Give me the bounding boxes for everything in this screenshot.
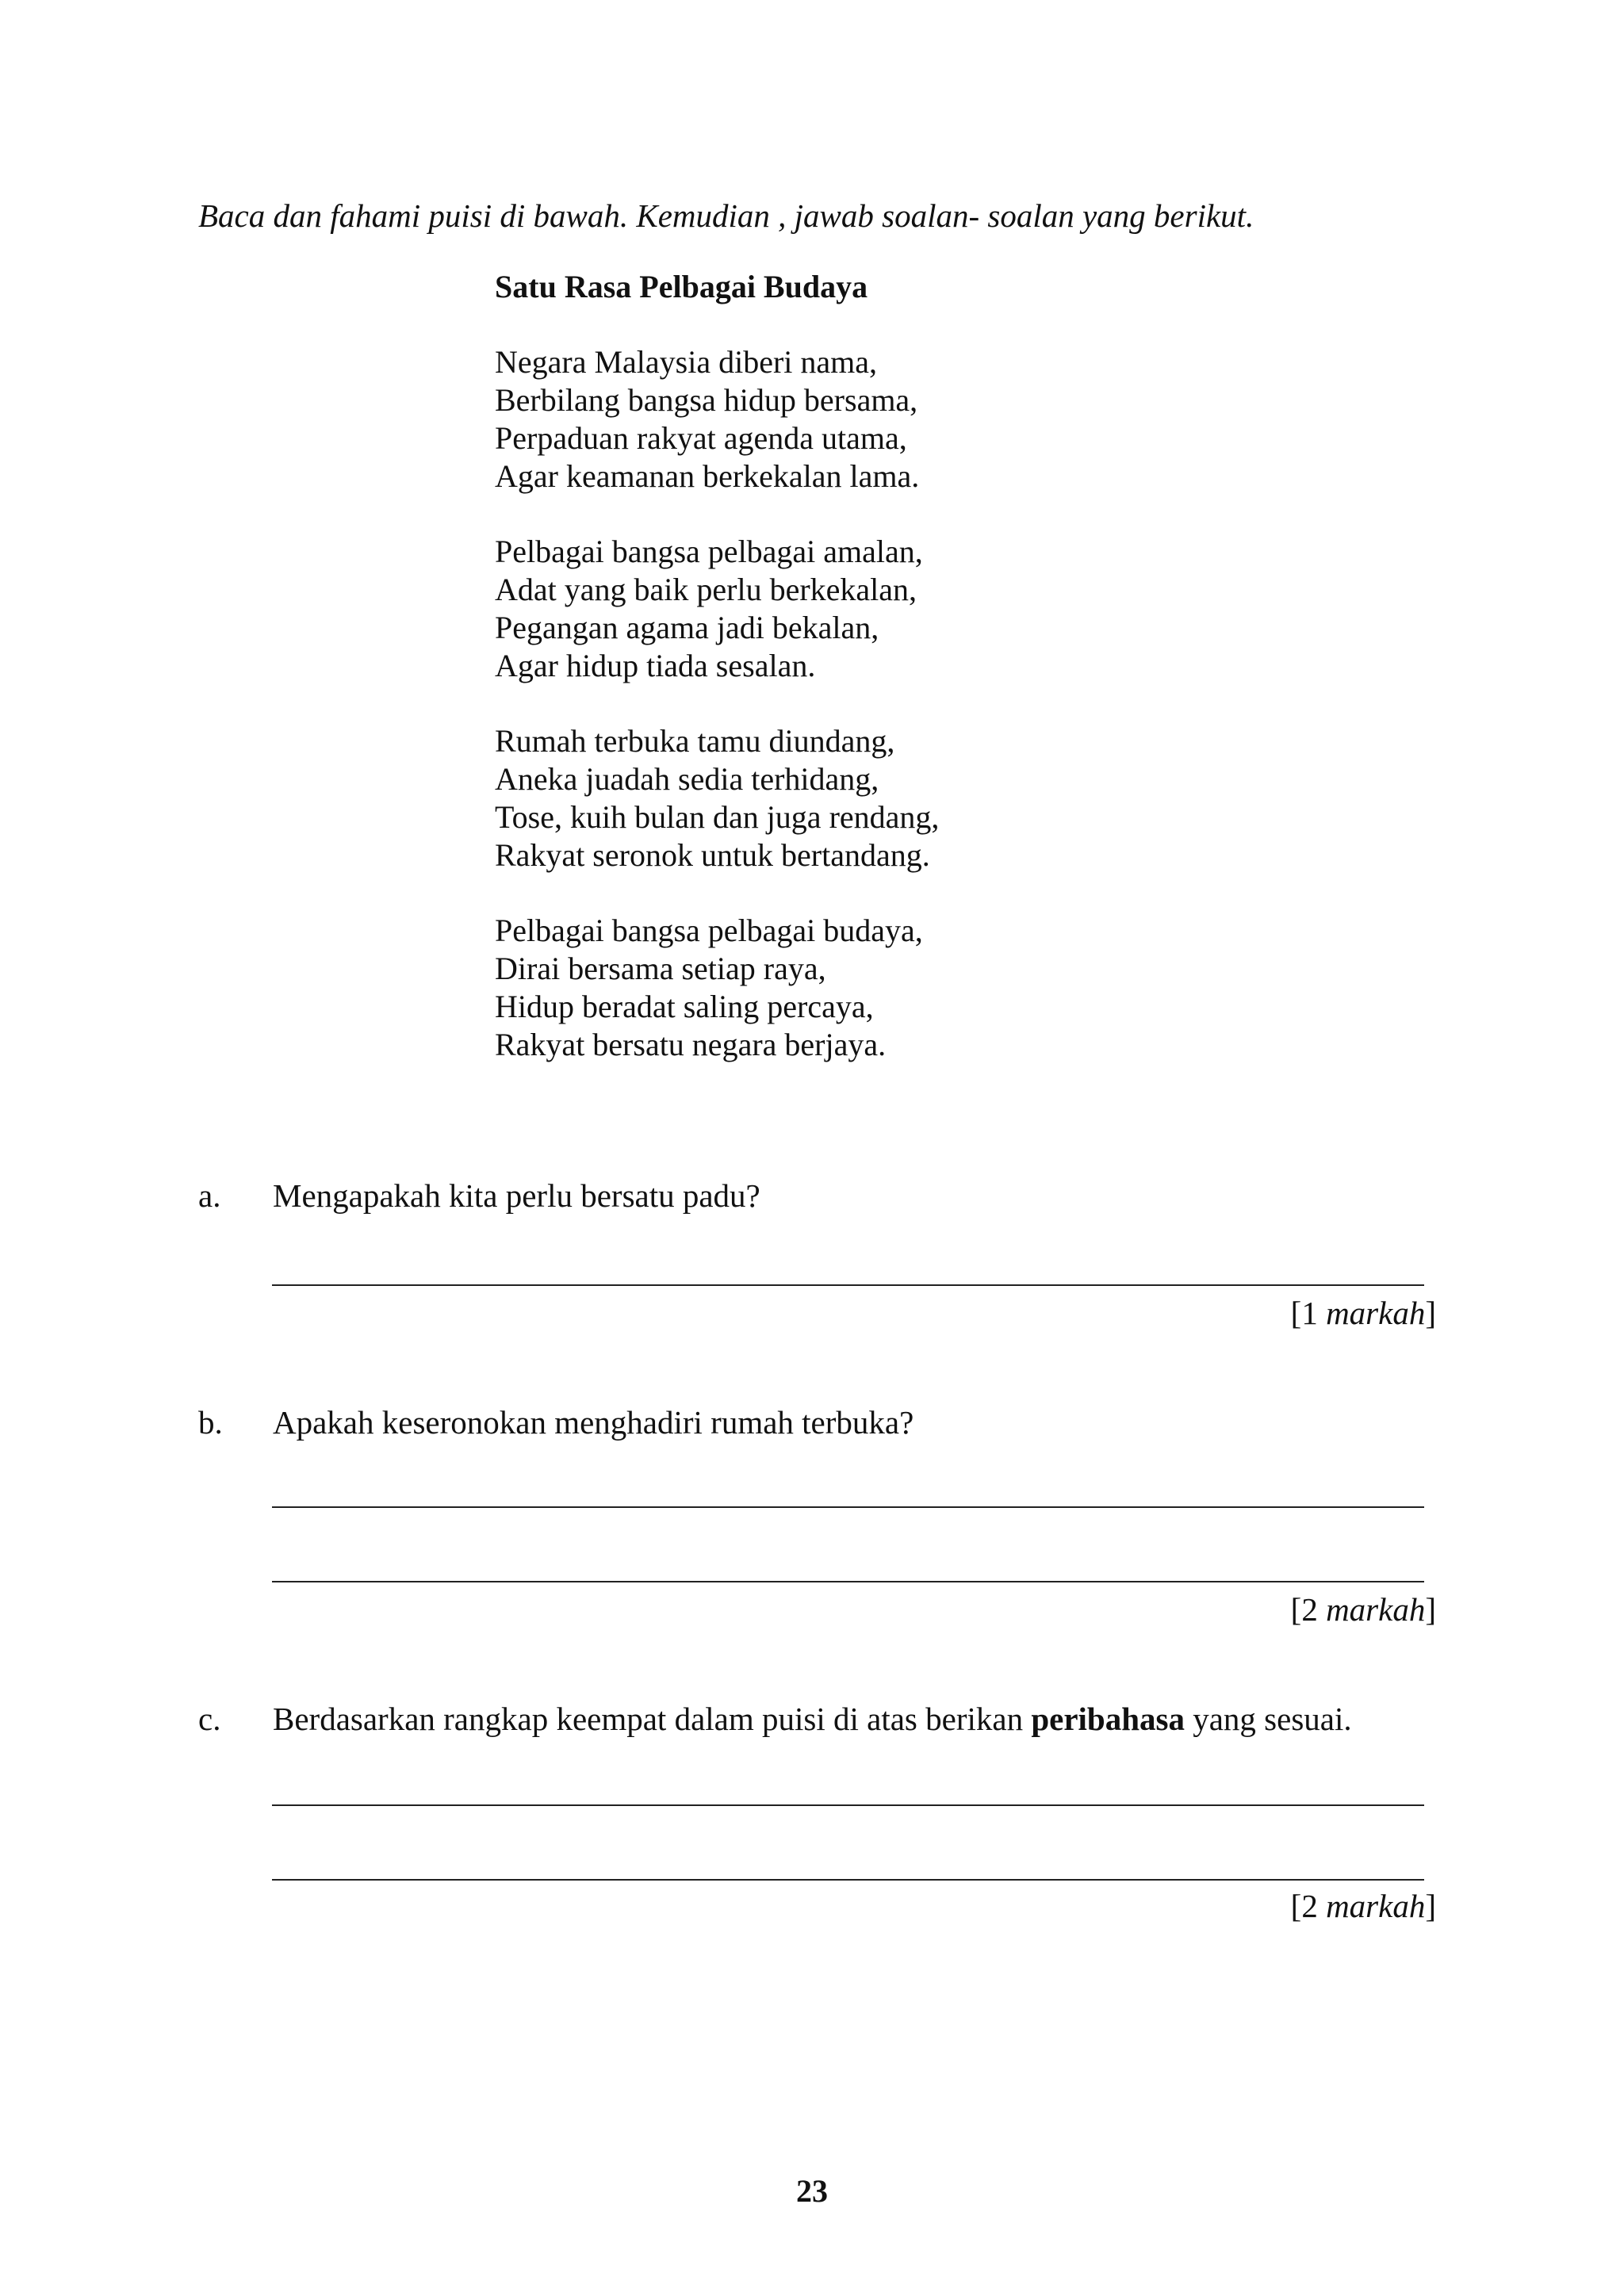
poem-line: Pelbagai bangsa pelbagai amalan, <box>495 534 923 569</box>
question-b-letter: b. <box>198 1404 223 1441</box>
poem-line: Rakyat bersatu negara berjaya. <box>495 1027 887 1062</box>
question-a-marks <box>1291 1294 1436 1332</box>
question-b-text: Apakah keseronokan menghadiri rumah terbuka? <box>273 1404 914 1441</box>
poem-line: Berbilang bangsa hidup bersama, <box>495 382 918 418</box>
question-c-marks <box>1291 1887 1436 1925</box>
question-b-marks <box>1291 1590 1436 1628</box>
answer-line-b-1[interactable] <box>272 1506 1424 1508</box>
marks-close: ] <box>1425 1888 1436 1924</box>
marks-close: ] <box>1425 1295 1436 1331</box>
poem-line: Dirai bersama setiap raya, <box>495 951 826 986</box>
poem-line: Agar hidup tiada sesalan. <box>495 648 816 683</box>
poem <box>495 268 939 1101</box>
question-a-letter: a. <box>198 1177 221 1214</box>
marks-word: markah <box>1326 1888 1426 1924</box>
poem-line: Aneka juadah sedia terhidang, <box>495 761 879 797</box>
poem-stanza-2 <box>495 533 939 685</box>
answer-line-c-2[interactable] <box>272 1879 1424 1881</box>
answer-line-c-1[interactable] <box>272 1804 1424 1806</box>
instruction-text: Baca dan fahami puisi di bawah. Kemudian , jawab soalan- soalan yang berikut. <box>198 197 1254 234</box>
marks-word: markah <box>1326 1295 1426 1331</box>
poem-stanza-3 <box>495 722 939 874</box>
question-c-text-after: yang sesuai. <box>1184 1701 1352 1737</box>
question-c-keyword: peribahasa <box>1031 1701 1185 1737</box>
question-a-text: Mengapakah kita perlu bersatu padu? <box>273 1177 760 1214</box>
poem-line: Negara Malaysia diberi nama, <box>495 344 878 380</box>
question-c-text-before: Berdasarkan rangkap keempat dalam puisi di atas berikan <box>273 1701 1032 1737</box>
poem-line: Tose, kuih bulan dan juga rendang, <box>495 799 940 835</box>
poem-line: Rakyat seronok untuk bertandang. <box>495 837 930 873</box>
answer-line-b-2[interactable] <box>272 1581 1424 1582</box>
marks-open: [2 <box>1290 1888 1327 1924</box>
poem-stanza-4 <box>495 912 939 1064</box>
poem-stanza-1 <box>495 343 939 496</box>
poem-line: Adat yang baik perlu berkekalan, <box>495 572 917 607</box>
poem-line: Rumah terbuka tamu diundang, <box>495 723 895 759</box>
poem-line: Pegangan agama jadi bekalan, <box>495 610 879 645</box>
answer-line-a-1[interactable] <box>272 1284 1424 1286</box>
marks-open: [1 <box>1290 1295 1327 1331</box>
marks-word: markah <box>1326 1591 1426 1628</box>
question-c-text <box>273 1700 1352 1738</box>
poem-line: Perpaduan rakyat agenda utama, <box>495 420 907 456</box>
poem-line: Hidup beradat saling percaya, <box>495 989 874 1024</box>
page-number: 23 <box>796 2173 828 2209</box>
poem-line: Pelbagai bangsa pelbagai budaya, <box>495 913 923 948</box>
question-c-letter: c. <box>198 1701 221 1737</box>
marks-close: ] <box>1425 1591 1436 1628</box>
poem-title: Satu Rasa Pelbagai Budaya <box>495 269 868 304</box>
marks-open: [2 <box>1290 1591 1327 1628</box>
poem-line: Agar keamanan berkekalan lama. <box>495 458 920 494</box>
